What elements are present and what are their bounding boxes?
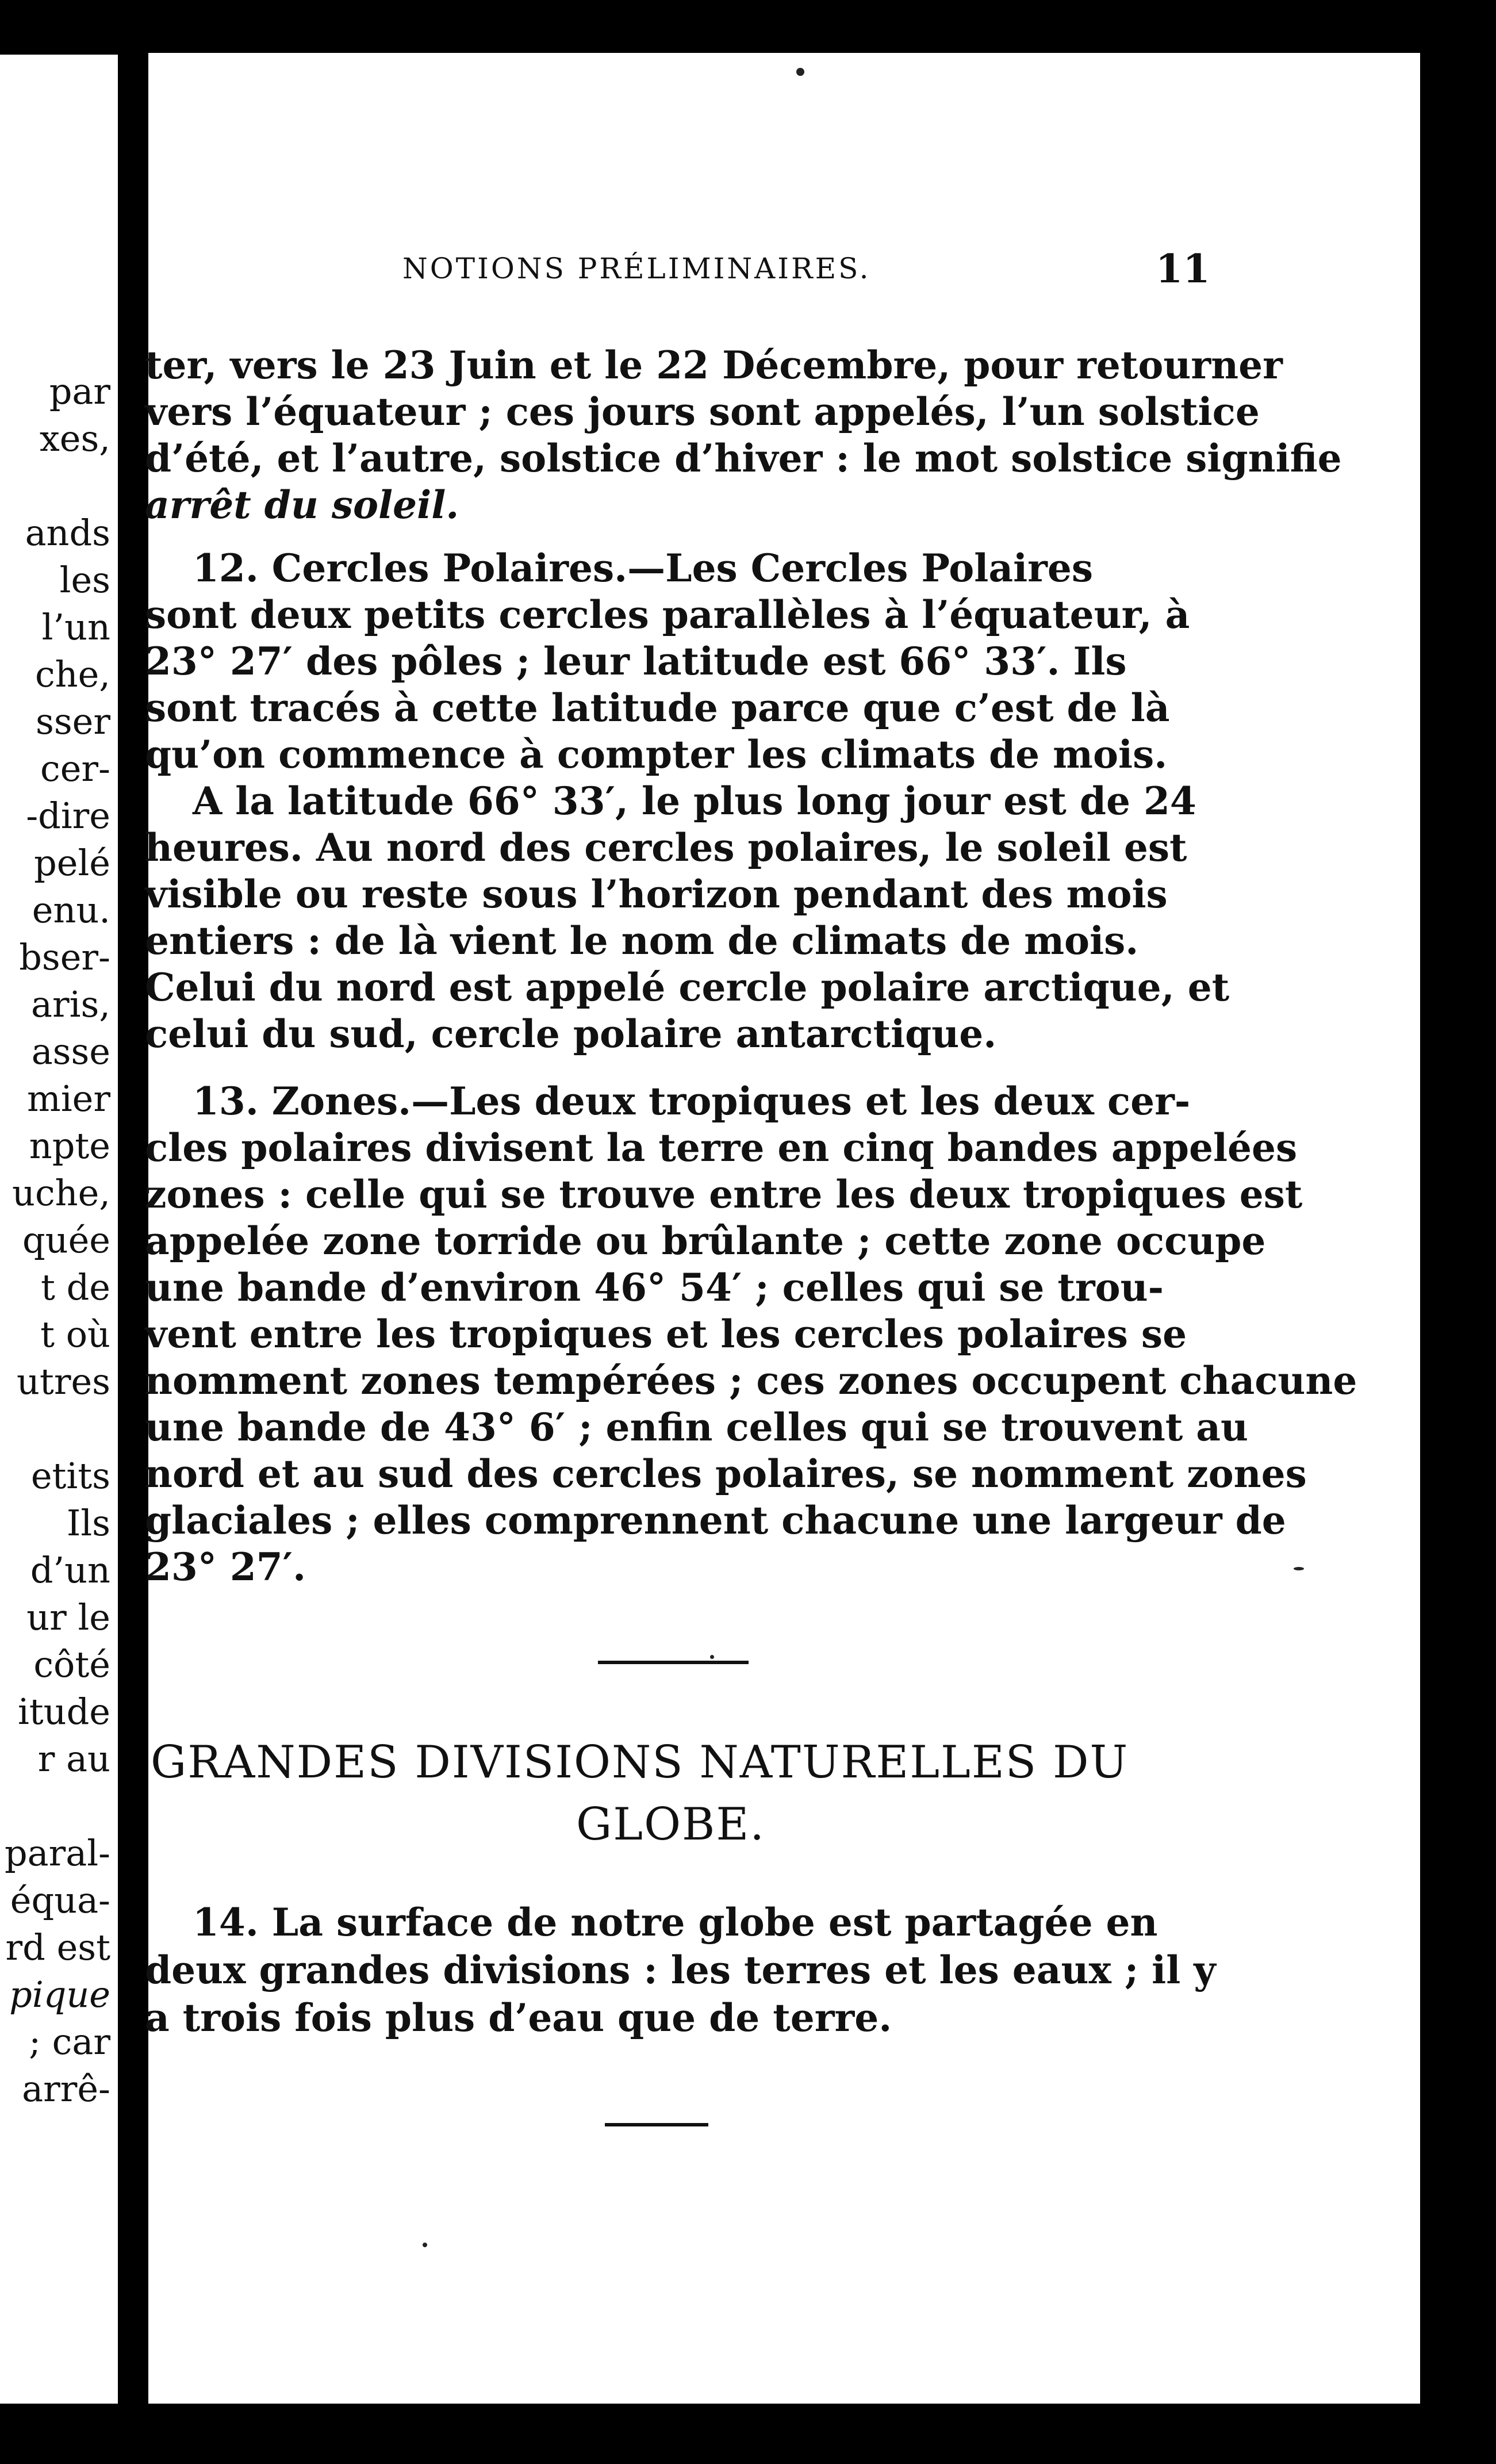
left-page-line: bser-: [19, 936, 110, 978]
text-line: une bande d’environ 46° 54′ ; celles qui se trou-: [145, 1265, 1164, 1310]
left-page-line: rd est: [5, 1926, 110, 1968]
text-line: zones : celle qui se trouve entre les deux tropiques est: [145, 1172, 1303, 1217]
left-page-line: par: [49, 370, 110, 412]
text-line: heures. Au nord des cercles polaires, le soleil est: [145, 825, 1187, 870]
text-line: ter, vers le 23 Juin et le 22 Décembre, pour retourner: [145, 343, 1283, 388]
left-page-line: utres: [17, 1361, 110, 1402]
text-line: d’été, et l’autre, solstice d’hiver : le mot solstice signifie: [145, 436, 1342, 481]
scan-speck: [423, 2243, 427, 2247]
left-page-line: t où: [40, 1313, 110, 1355]
left-page-line: -dire: [26, 795, 110, 837]
left-page-line: équa-: [10, 1879, 110, 1921]
section-heading: GRANDES DIVISIONS NATURELLES DU: [151, 1737, 1129, 1788]
scan-right-border: [1420, 0, 1496, 2464]
left-page-line: t de: [40, 1266, 110, 1308]
left-page-line: paral-: [4, 1832, 110, 1874]
text-line: 23° 27′ des pôles ; leur latitude est 66° 33′. Ils: [145, 639, 1127, 684]
left-page-line: etits: [30, 1455, 110, 1497]
text-line: nomment zones tempérées ; ces zones occupent chacune: [145, 1358, 1357, 1403]
left-page-line: arrê-: [22, 2068, 110, 2110]
left-page-line: ; car: [29, 2021, 110, 2063]
left-page-line: enu.: [32, 889, 110, 931]
scan-speck: [796, 68, 804, 76]
left-page-line: uche,: [12, 1172, 110, 1214]
running-header: NOTIONS PRÉLIMINAIRES.: [402, 252, 871, 285]
left-page-line: che,: [34, 653, 110, 695]
left-page-line: les: [59, 559, 110, 601]
scan-speck: [710, 1655, 714, 1659]
left-page-line: l’un: [41, 606, 110, 648]
left-page-line: r au: [37, 1738, 110, 1780]
text-line: nord et au sud des cercles polaires, se nomment zones: [145, 1451, 1307, 1496]
left-page-line: cer-: [40, 748, 110, 790]
separator-rule: [598, 1661, 749, 1664]
left-page-line: ands: [25, 512, 110, 554]
scan-bottom-border: [0, 2404, 1496, 2464]
left-page-line: ur le: [26, 1596, 110, 1638]
text-line: une bande de 43° 6′ ; enfin celles qui se trouvent au: [145, 1405, 1249, 1450]
text-line: appelée zone torride ou brûlante ; cette zone occupe: [145, 1218, 1266, 1263]
left-page-line: itude: [17, 1691, 110, 1733]
left-page-line: pique: [9, 1974, 110, 2015]
text-line: glaciales ; elles comprennent chacune une largeur de: [145, 1498, 1286, 1543]
paragraph-14-heading: 14. La surface de notre globe est partagée en: [193, 1900, 1158, 1945]
section-heading-line2: GLOBE.: [576, 1799, 766, 1850]
text-line: deux grandes divisions : les terres et les eaux ; il y: [145, 1948, 1216, 1992]
paragraph-12-heading: 12. Cercles Polaires.—Les Cercles Polaires: [193, 546, 1094, 591]
page-number: 11: [1156, 246, 1210, 292]
left-page-line: côté: [33, 1643, 110, 1685]
text-line: sont tracés à cette latitude parce que c’est de là: [145, 685, 1170, 730]
text-line: A la latitude 66° 33′, le plus long jour est de 24: [193, 779, 1196, 823]
left-page-line: Ils: [66, 1502, 110, 1544]
text-line: qu’on commence à compter les climats de mois.: [145, 732, 1168, 777]
scan-speck: [1294, 1567, 1304, 1570]
left-page-line: aris,: [31, 983, 110, 1025]
left-page-line: mier: [27, 1078, 110, 1120]
text-line: cles polaires divisent la terre en cinq bandes appelées: [145, 1125, 1298, 1170]
text-line: entiers : de là vient le nom de climats de mois.: [145, 918, 1139, 963]
paragraph-13-heading: 13. Zones.—Les deux tropiques et les deux cer-: [193, 1079, 1191, 1124]
left-page-line: sser: [36, 700, 110, 742]
left-page-line: pelé: [34, 842, 110, 884]
text-line: a trois fois plus d’eau que de terre.: [145, 1995, 892, 2040]
text-line: vers l’équateur ; ces jours sont appelés, l’un solstice: [145, 389, 1260, 434]
text-line: visible ou reste sous l’horizon pendant des mois: [145, 872, 1168, 917]
text-line: Celui du nord est appelé cercle polaire arctique, et: [145, 965, 1230, 1010]
left-page-line: quée: [22, 1219, 110, 1261]
bottom-rule: [605, 2123, 708, 2126]
text-line: celui du sud, cercle polaire antarctique.: [145, 1011, 997, 1056]
left-page-line: npte: [29, 1125, 110, 1167]
text-line: arrêt du soleil.: [145, 482, 459, 527]
left-page-line: d’un: [30, 1549, 110, 1591]
text-line: 23° 27′.: [145, 1545, 306, 1589]
text-line: vent entre les tropiques et les cercles polaires se: [145, 1312, 1187, 1356]
left-page-line: asse: [31, 1030, 110, 1072]
left-page-line: xes,: [39, 417, 110, 459]
text-line: sont deux petits cercles parallèles à l’équateur, à: [145, 592, 1190, 637]
left-page-fragment: [0, 55, 122, 2409]
